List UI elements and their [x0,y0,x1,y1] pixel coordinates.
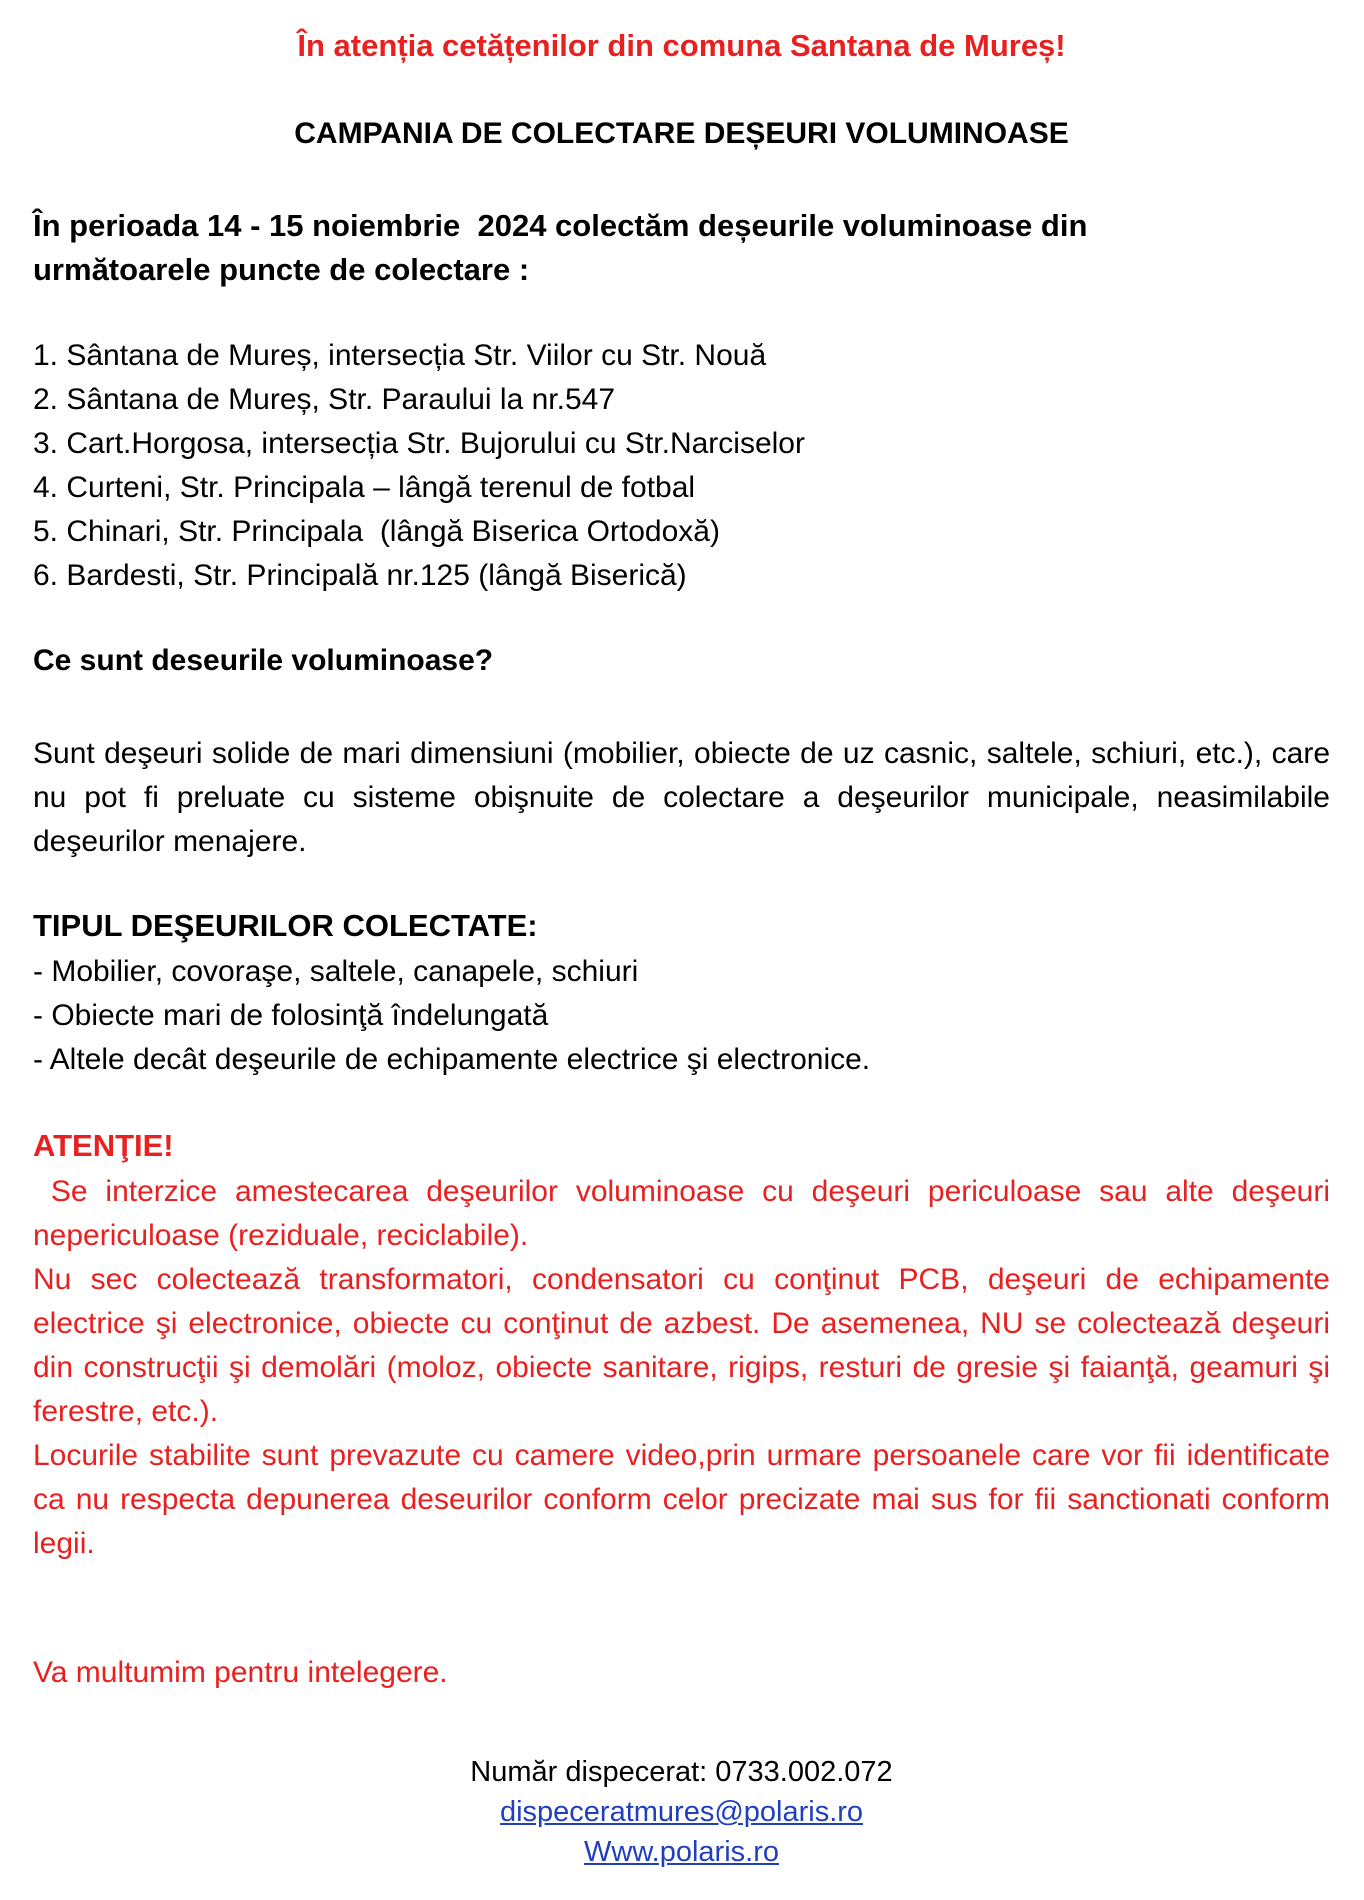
collection-point-6: 6. Bardesti, Str. Principală nr.125 (lângă Biserică) [33,559,687,592]
collection-point-4: 4. Curteni, Str. Principala – lângă terenul de fotbal [33,471,696,504]
section-heading-types: TIPUL DEŞEURILOR COLECTATE: [33,908,538,943]
intro-paragraph [33,204,1330,292]
collection-point-2: 2. Sântana de Mureș, Str. Paraului la nr.547 [33,383,616,416]
collection-point-5: 5. Chinari, Str. Principala (lângă Biserica Ortodoxă) [33,515,720,548]
campaign-title: CAMPANIA DE COLECTARE DEȘEURI VOLUMINOASE [294,117,1069,150]
email-link[interactable]: dispeceratmures@polaris.ro [499,1796,864,1828]
warning-heading: ATENŢIE! [33,1128,174,1163]
intro-line-1: În perioada 14 - 15 noiembrie 2024 colectăm deșeurile voluminoase din [33,208,1088,243]
page-title: În atenția cetățenilor din comuna Santana de Mureș! [297,28,1066,63]
warning-paragraph-2: Nu sec colectează transformatori, condensatori cu conţinut PCB, deşeuri de echipamente electrice şi electronice, obiecte cu conţinut de azbest. De asemenea, NU se colectează deşeuri din construcţii şi demolări (moloz, obiecte sanitare, rigips, resturi de gresie şi faianţă, geamuri şi ferestre, etc.). [33,1263,1330,1428]
waste-type-item: - Altele decât deşeurile de echipamente electrice şi electronice. [33,1043,871,1076]
contact-block [33,1752,1330,1872]
waste-type-item: - Obiecte mari de folosinţă îndelungată [33,999,549,1032]
collection-points-list [33,334,1330,598]
waste-types-list [33,950,1330,1082]
website-link[interactable]: Www.polaris.ro [584,1836,779,1868]
definition-paragraph: Sunt deşeuri solide de mari dimensiuni (mobilier, obiecte de uz casnic, saltele, schiuri, etc.), care nu pot fi preluate cu sisteme obişnuite de colectare a deşeurilor municipale, neasimilabile deşeurilor menajere. [33,737,1330,858]
warning-body [33,1170,1339,1566]
thanks-note: Va multumim pentru intelegere. [33,1656,448,1689]
waste-type-item: - Mobilier, covoraşe, saltele, canapele, schiuri [33,955,639,988]
notice-page [33,0,1339,1900]
collection-point-3: 3. Cart.Horgosa, intersecția Str. Bujorului cu Str.Narciselor [33,427,805,460]
collection-point-1: 1. Sântana de Mureș, intersecția Str. Viilor cu Str. Nouă [33,339,767,372]
warning-paragraph-3: Locurile stabilite sunt prevazute cu camere video,prin urmare persoanele care vor fii identificate ca nu respecta depunerea deseurilor conform celor precizate mai sus for fii sanctionati conform legii. [33,1439,1330,1560]
warning-paragraph-1: Se interzice amestecarea deşeurilor voluminoase cu deşeuri periculoase sau alte deşeuri nepericuloase (reziduale, reciclabile). [33,1175,1339,1252]
dispatcher-phone: Număr dispecerat: 0733.002.072 [470,1756,893,1788]
section-heading-question: Ce sunt deseurile voluminoase? [33,644,494,677]
intro-line-2: următoarele puncte de colectare : [33,252,530,287]
